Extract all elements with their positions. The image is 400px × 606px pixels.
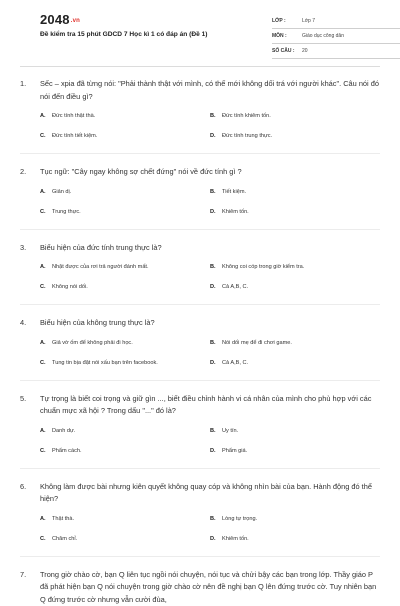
option-text: Phẩm cách.	[52, 447, 210, 455]
question-stem	[20, 78, 380, 103]
meta-row-class	[272, 14, 400, 29]
option-text: Chăm chỉ.	[52, 535, 210, 543]
answer-options	[20, 112, 380, 140]
answer-option[interactable]	[40, 427, 210, 435]
option-text: Danh dự.	[52, 427, 210, 435]
option-text: Cả A,B, C.	[222, 359, 380, 367]
answer-option[interactable]	[210, 112, 380, 120]
question-text: Biểu hiện của đức tính trung thực là?	[40, 242, 380, 255]
question-stem	[20, 242, 380, 255]
answer-option[interactable]	[210, 283, 380, 291]
option-text: Không coi cóp trong giờ kiểm tra.	[222, 263, 380, 271]
option-letter: D.	[210, 359, 222, 367]
answer-options	[20, 188, 380, 216]
header-divider	[20, 66, 380, 67]
answer-option[interactable]	[40, 263, 210, 271]
option-letter: A.	[40, 112, 52, 120]
option-text: Tiết kiệm.	[222, 188, 380, 196]
answer-option[interactable]	[40, 359, 210, 367]
answer-option[interactable]	[210, 132, 380, 140]
option-letter: D.	[210, 447, 222, 455]
option-text: Khiêm tốn.	[222, 208, 380, 216]
option-letter: A.	[40, 339, 52, 347]
question-text: Sếc – xpia đã từng nói: "Phải thành thật với mình, có thế mới không dối trá với người khác". Câu nói đó nói đến điều gì?	[40, 78, 380, 103]
option-text: Cả A,B, C.	[222, 283, 380, 291]
answer-option[interactable]	[40, 132, 210, 140]
option-text: Trung thực.	[52, 208, 210, 216]
meta-value: Lớp 7	[302, 18, 315, 24]
option-letter: A.	[40, 188, 52, 196]
option-text: Giản dị.	[52, 188, 210, 196]
answer-option[interactable]	[210, 535, 380, 543]
question-stem	[20, 166, 380, 179]
question-separator	[20, 153, 380, 154]
question-item	[20, 166, 380, 230]
answer-options	[20, 339, 380, 367]
answer-option[interactable]	[210, 339, 380, 347]
question-separator	[20, 304, 380, 305]
question-separator	[20, 468, 380, 469]
answer-option[interactable]	[40, 112, 210, 120]
question-text: Trong giờ chào cờ, bạn Q liên tục ngồi nói chuyện, nói tục và chửi bậy các bạn trong lớp. Thầy giáo P đã phát hiện bạn Q nói chuyện trong giờ chào cờ nên đề nghị bạn Q lên đứng trước cờ. Tuy nhiên bạn Q đứng trước cờ nhưng vẫn cười đùa,	[40, 569, 380, 606]
question-text: Không làm được bài nhưng kiên quyết không quay cóp và không nhìn bài của bạn. Hành động đó thể hiện?	[40, 481, 380, 506]
answer-option[interactable]	[40, 208, 210, 216]
exam-meta-table	[272, 14, 400, 59]
meta-value: 20	[302, 48, 308, 54]
meta-value: Giáo dục công dân	[302, 33, 344, 39]
answer-option[interactable]	[40, 339, 210, 347]
option-text: Nói dối mẹ để đi chơi game.	[222, 339, 380, 347]
option-text: Đức tính thật thà.	[52, 112, 210, 120]
site-logo[interactable]: 2048.vn	[40, 12, 80, 27]
question-separator	[20, 380, 380, 381]
exam-title: Đề kiểm tra 15 phút GDCD 7 Học kì 1 có đáp án (Đề 1)	[40, 31, 207, 38]
answer-option[interactable]	[210, 447, 380, 455]
question-item	[20, 569, 380, 606]
question-number: 3.	[20, 242, 40, 255]
question-item	[20, 78, 380, 154]
question-list	[20, 78, 380, 606]
question-item	[20, 481, 380, 557]
question-separator	[20, 229, 380, 230]
answer-option[interactable]	[40, 515, 210, 523]
answer-option[interactable]	[210, 359, 380, 367]
option-letter: D.	[210, 208, 222, 216]
question-number: 6.	[20, 481, 40, 506]
option-letter: B.	[210, 427, 222, 435]
question-stem	[20, 317, 380, 330]
question-number: 7.	[20, 569, 40, 606]
meta-row-count	[272, 44, 400, 59]
question-text: Biểu hiện của không trung thực là?	[40, 317, 380, 330]
question-number: 2.	[20, 166, 40, 179]
option-text: Đức tính trung thực.	[222, 132, 380, 140]
option-text: Giả vờ ốm để không phải đi học.	[52, 339, 210, 347]
option-text: Thật thà.	[52, 515, 210, 523]
question-number: 4.	[20, 317, 40, 330]
answer-option[interactable]	[210, 188, 380, 196]
answer-options	[20, 263, 380, 291]
option-letter: C.	[40, 132, 52, 140]
option-letter: B.	[210, 112, 222, 120]
question-item	[20, 393, 380, 469]
option-letter: C.	[40, 535, 52, 543]
answer-option[interactable]	[210, 515, 380, 523]
question-stem	[20, 393, 380, 418]
option-letter: A.	[40, 427, 52, 435]
option-text: Đức tính tiết kiệm.	[52, 132, 210, 140]
meta-key: SỐ CÂU :	[272, 48, 302, 54]
question-number: 1.	[20, 78, 40, 103]
document-header	[20, 0, 380, 60]
option-letter: B.	[210, 339, 222, 347]
meta-key: MÔN :	[272, 33, 302, 39]
option-letter: B.	[210, 188, 222, 196]
option-letter: B.	[210, 515, 222, 523]
answer-option[interactable]	[210, 263, 380, 271]
question-text: Tự trọng là biết coi trọng và giữ gìn ..., biết điều chỉnh hành vi cá nhân của mình cho phù hợp với các chuẩn mực xã hội ? Trong dấu "..." đó là?	[40, 393, 380, 418]
option-text: Khiêm tốn.	[222, 535, 380, 543]
question-number: 5.	[20, 393, 40, 418]
question-item	[20, 317, 380, 381]
option-text: Nhặt được của rơi trả người đánh mất.	[52, 263, 210, 271]
option-letter: C.	[40, 447, 52, 455]
answer-option[interactable]	[40, 188, 210, 196]
question-text: Tục ngữ: "Cây ngay không sợ chết đứng" nói về đức tính gì ?	[40, 166, 380, 179]
answer-options	[20, 515, 380, 543]
option-letter: A.	[40, 263, 52, 271]
option-letter: B.	[210, 263, 222, 271]
option-letter: C.	[40, 208, 52, 216]
question-item	[20, 242, 380, 306]
meta-key: LỚP :	[272, 18, 302, 24]
question-stem	[20, 481, 380, 506]
answer-option[interactable]	[40, 283, 210, 291]
option-letter: D.	[210, 132, 222, 140]
option-letter: A.	[40, 515, 52, 523]
option-text: Uy tín.	[222, 427, 380, 435]
option-text: Đức tính khiêm tốn.	[222, 112, 380, 120]
option-letter: D.	[210, 283, 222, 291]
answer-option[interactable]	[210, 427, 380, 435]
option-text: Tung tin bịa đặt nói xấu bạn trên facebook.	[52, 359, 210, 367]
answer-options	[20, 427, 380, 455]
option-letter: D.	[210, 535, 222, 543]
option-letter: C.	[40, 359, 52, 367]
option-text: Lòng tự trọng.	[222, 515, 380, 523]
answer-option[interactable]	[210, 208, 380, 216]
question-separator	[20, 556, 380, 557]
option-text: Phẩm giá.	[222, 447, 380, 455]
meta-row-subject	[272, 29, 400, 44]
option-letter: C.	[40, 283, 52, 291]
answer-option[interactable]	[40, 447, 210, 455]
answer-option[interactable]	[40, 535, 210, 543]
option-text: Không nói dối.	[52, 283, 210, 291]
question-stem	[20, 569, 380, 606]
